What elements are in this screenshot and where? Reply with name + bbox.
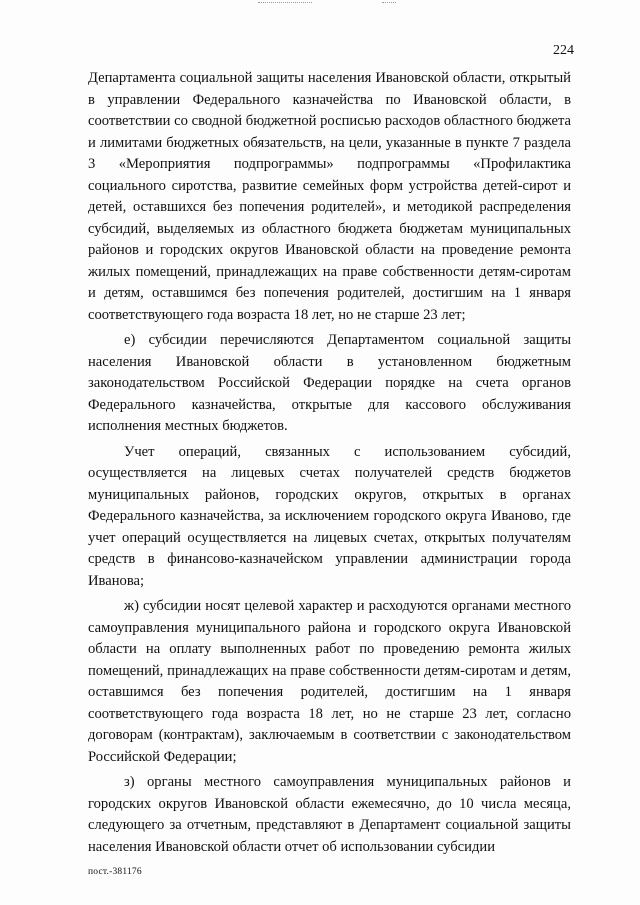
document-body <box>88 68 571 858</box>
paragraph-continuation: Департамента социальной защиты населения Ивановской области, открытый в управлении Федерального казначейства по Ивановской области, в соответствии со сводной бюджетной росписью расходов областного бюджета и лимитами бюджетных обязательств, на цели, указанные в пункте 7 раздела 3 «Мероприятия подпрограммы» подпрограммы «Профилактика социального сиротства, развитие семейных форм устройства детей-сирот и детей, оставшихся без попечения родителей», и методикой распределения субсидий, выделяемых из областного бюджета бюджетам муниципальных районов и городских округов Ивановской области на проведение ремонта жилых помещений, принадлежащих на праве собственности детям-сиротам и детям, оставшимся без попечения родителей, достигшим на 1 января соответствующего года возраста 18 лет, но не старше 23 лет; <box>88 70 571 323</box>
scan-artifact <box>382 2 396 9</box>
paragraph-item-e: е) субсидии перечисляются Департаментом социальной защиты населения Ивановской области в установленном бюджетным законодательством Российской Федерации порядке на счета органов Федерального казначейства, открытые для кассового обслуживания исполнения местных бюджетов. <box>88 332 571 434</box>
document-number: пост.-381176 <box>88 867 142 877</box>
paragraph-item-z: з) органы местного самоуправления муниципальных районов и городских округов Ивановской области ежемесячно, до 10 числа месяца, следующего за отчетным, представляют в Департамент социальной защиты населения Ивановской области отчет об использовании субсидии <box>88 774 571 855</box>
page-number: 224 <box>553 43 574 58</box>
paragraph-item-zh: ж) субсидии носят целевой характер и расходуются органами местного самоуправления муниципального района и городского округа Ивановской области на оплату выполненных работ по проведению ремонта жилых помещений, принадлежащих на праве собственности детям-сиротам и детям, оставшимся без попечения родителей, достигшим на 1 января соответствующего года возраста 18 лет, но не старше 23 лет, согласно договорам (контрактам), заключаемым в соответствии с законодательством Российской Федерации; <box>88 598 571 765</box>
paragraph-accounting: Учет операций, связанных с использованием субсидий, осуществляется на лицевых счетах получателей средств бюджетов муниципальных районов, городских округов, открытых в органах Федерального казначейства, за исключением городского округа Иваново, где учет операций осуществляется на лицевых счетах, открытых получателям средств в финансово-казначейском управлении администрации города Иванова; <box>88 443 571 589</box>
scan-artifact <box>258 2 312 9</box>
